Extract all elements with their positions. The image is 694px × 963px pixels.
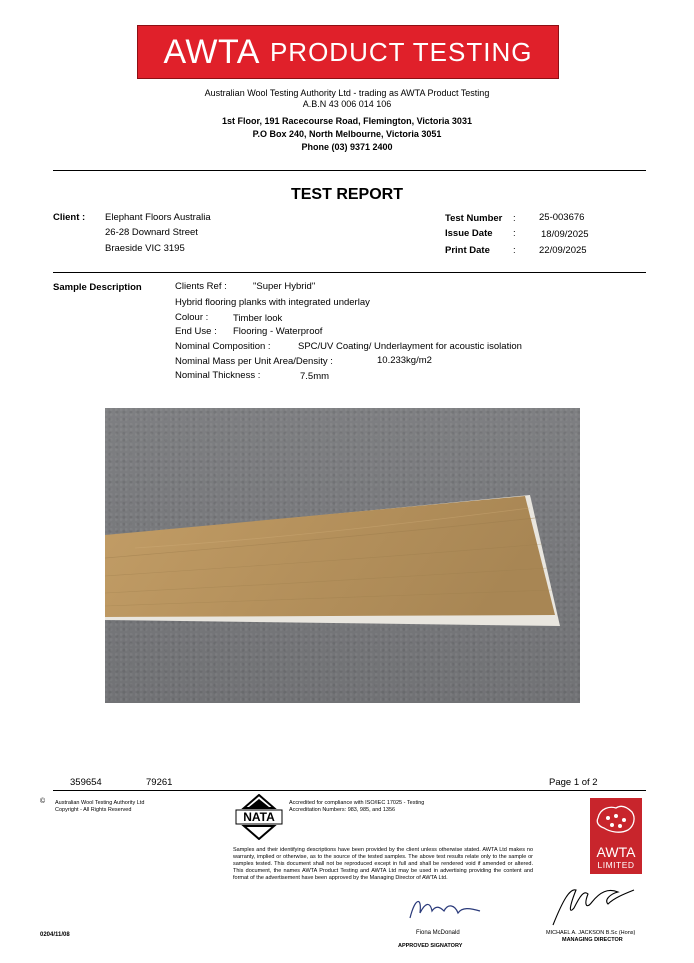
colour-label: Colour : [175, 312, 209, 323]
mass-value: 10.233kg/m2 [377, 355, 432, 366]
director-title: MANAGING DIRECTOR [562, 937, 623, 943]
clients-ref-label: Clients Ref : [175, 281, 227, 292]
copyright-icon: © [40, 798, 46, 805]
accreditation-line-2: Accreditation Numbers: 983, 985, and 1356 [289, 807, 396, 813]
footer-divider [53, 790, 646, 791]
director-name: MICHAEL A. JACKSON B.Sc (Hons) [546, 930, 636, 936]
header-abn: A.B.N 43 006 014 106 [302, 99, 392, 109]
logo-product-testing: PRODUCT TESTING [269, 36, 533, 67]
sample-photo [105, 408, 580, 703]
signature-fiona [400, 893, 490, 923]
awta-logo-banner [137, 25, 559, 79]
form-code: 0204/11/08 [40, 932, 70, 938]
signatory-title: APPROVED SIGNATORY [398, 943, 463, 949]
footer-code-1: 359654 [70, 777, 102, 788]
report-title: TEST REPORT [290, 186, 403, 203]
composition-value: SPC/UV Coating/ Underlayment for acoustic isolation [298, 341, 522, 352]
colon: : [513, 213, 516, 224]
thickness-value: 7.5mm [300, 371, 330, 382]
copyright-line-1: Australian Wool Testing Authority Ltd [55, 800, 145, 806]
end-use-label: End Use : [175, 326, 217, 337]
wood-plank [105, 496, 555, 617]
client-label: Client : [53, 212, 86, 223]
page-number: Page 1 of 2 [549, 777, 598, 788]
nata-logo [234, 794, 284, 840]
print-date-value: 22/09/2025 [539, 245, 587, 256]
sample-description-label: Sample Description [53, 282, 142, 293]
accreditation-line-1: Accredited for compliance with ISO/IEC 17025 - Testing [289, 800, 425, 806]
client-address-2: Braeside VIC 3195 [105, 243, 185, 254]
awta-limited-logo [590, 798, 642, 874]
awta-logo-text: AWTA [596, 844, 636, 860]
issue-date-label: Issue Date [445, 228, 493, 239]
australia-map-icon [590, 798, 642, 840]
test-number-label: Test Number [445, 213, 503, 224]
signature-director [548, 880, 638, 930]
footer-code-2: 79261 [146, 777, 173, 788]
logo-awta: AWTA [163, 32, 260, 71]
signatory-name: Fiona McDonald [416, 930, 460, 936]
issue-date-value: 18/09/2025 [541, 229, 589, 240]
clients-ref-value: "Super Hybrid" [253, 281, 316, 292]
awta-logo-limited: LIMITED [597, 860, 635, 870]
colon: : [513, 245, 516, 256]
header-line-1: Australian Wool Testing Authority Ltd - trading as AWTA Product Testing [204, 88, 490, 98]
top-divider [53, 170, 646, 171]
client-name: Elephant Floors Australia [105, 212, 211, 223]
sample-description-text: Hybrid flooring planks with integrated underlay [175, 297, 370, 308]
header-phone: Phone (03) 9371 2400 [301, 142, 393, 152]
client-address-1: 26-28 Downard Street [105, 227, 198, 238]
header-address-1: 1st Floor, 191 Racecourse Road, Flemington, Victoria 3031 [222, 116, 472, 126]
colour-value: Timber look [233, 313, 283, 324]
mass-label: Nominal Mass per Unit Area/Density : [175, 356, 333, 367]
plank-illustration [105, 408, 580, 703]
middle-divider [53, 272, 646, 273]
disclaimer-text: Samples and their identifying descriptions have been provided by the client unless otherwise stated. AWTA Ltd makes no warranty, implied or otherwise, as to the source of the tested samples. The above test results relate only to the sample or samples tested. This document shall not be reproduced except in full and shall be rendered void if amended or altered. This document, the names AWTA Product Testing and AWTA Ltd may be used in advertising providing the content and format of the advertisement have been approved by the Managing Director of AWTA Ltd. [233, 847, 533, 881]
end-use-value: Flooring - Waterproof [233, 326, 323, 337]
colon: : [513, 228, 516, 239]
header-address-2: P.O Box 240, North Melbourne, Victoria 3051 [252, 129, 442, 139]
composition-label: Nominal Composition : [175, 341, 271, 352]
nata-text: NATA [243, 810, 275, 824]
thickness-label: Nominal Thickness : [175, 370, 261, 381]
test-number-value: 25-003676 [539, 212, 585, 223]
copyright-line-2: Copyright - All Rights Reserved [55, 807, 132, 813]
print-date-label: Print Date [445, 245, 490, 256]
